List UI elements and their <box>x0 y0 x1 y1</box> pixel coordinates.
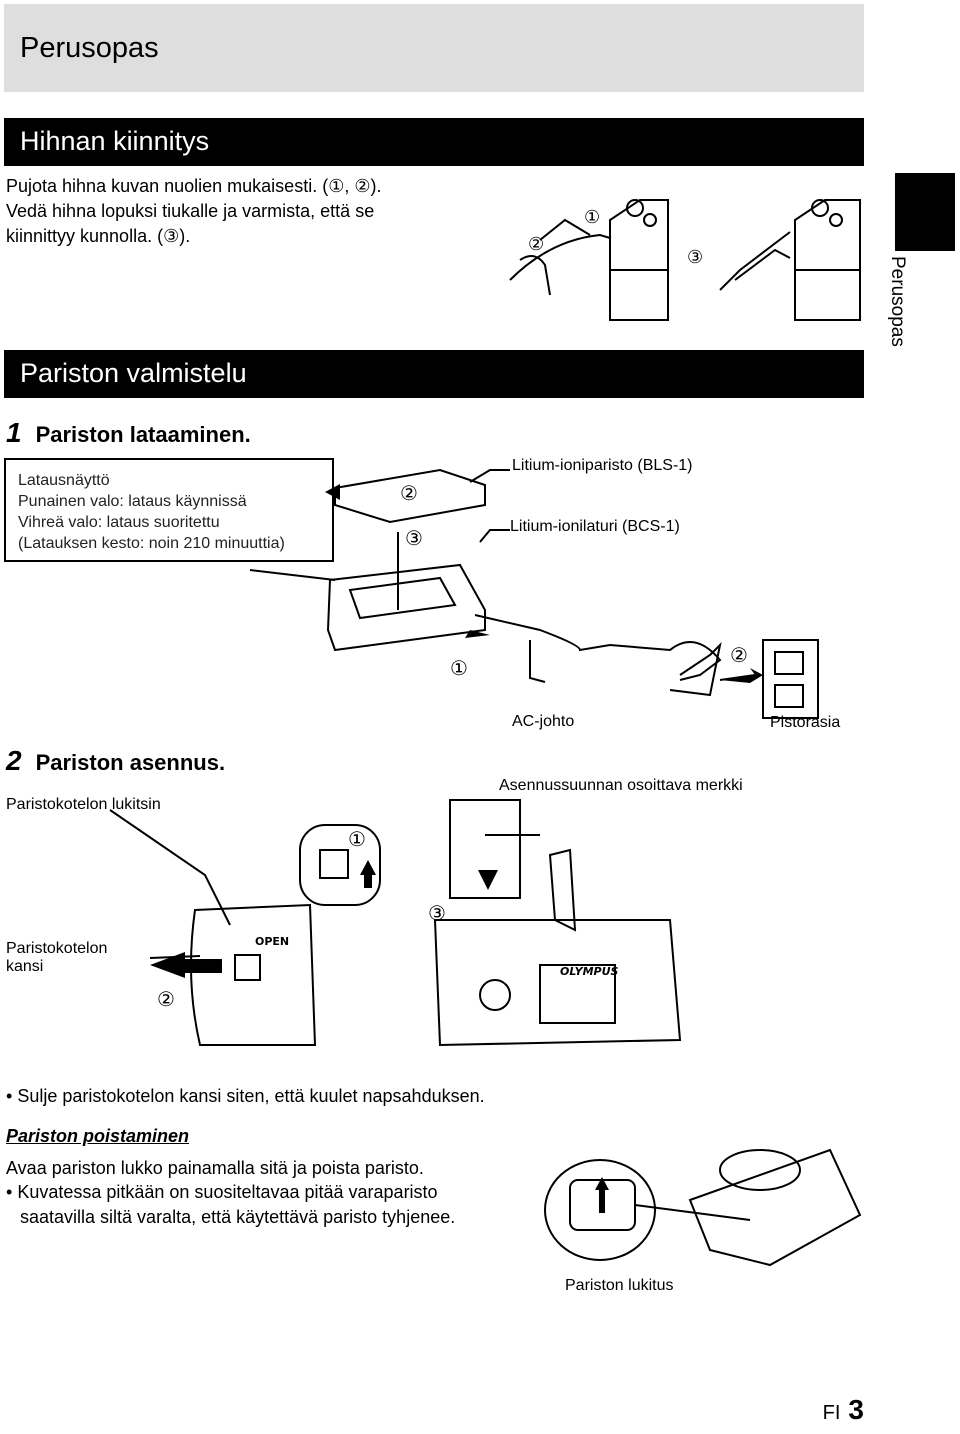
strap-instructions: Pujota hihna kuvan nuolien mukaisesti. (①, ②). Vedä hihna lopuksi tiukalle ja varmista, että se kiinnittyy kunnolla. (③). <box>6 176 382 246</box>
section-title-battery: Pariston valmistelu <box>20 358 247 388</box>
direction-mark-label: Asennussuunnan osoittava merkki <box>499 777 743 794</box>
battery-lock-caption: Pariston lukitus <box>565 1277 674 1294</box>
step-1-heading: 1 Pariston lataaminen. <box>6 417 251 448</box>
strap-marker-1: ① <box>584 207 601 228</box>
section-header-strap <box>4 118 864 166</box>
cord-marker-1: ① <box>450 656 468 680</box>
install-marker-2: ② <box>157 987 175 1011</box>
install-marker-3: ③ <box>428 901 446 925</box>
removal-heading: Pariston poistaminen <box>6 1126 190 1146</box>
page-title: Perusopas <box>20 32 159 64</box>
charge-indicator-box: Latausnäyttö Punainen valo: lataus käynnissä Vihreä valo: lataus suoritettu (Latauksen kesto: noin 210 minuuttia) <box>4 458 334 562</box>
battery-label: Litium-ioniparisto (BLS-1) <box>512 457 693 474</box>
battery-lock-illustration <box>540 1135 870 1275</box>
charger-illustration <box>240 470 840 720</box>
install-marker-1: ① <box>348 827 366 851</box>
page-header <box>4 4 864 92</box>
language-code: FI <box>822 1402 841 1424</box>
page-footer <box>823 1394 864 1426</box>
outlet-label: Pistorasia <box>770 714 841 731</box>
removal-tip-1: • Kuvatessa pitkään on suositeltavaa pitää varaparisto <box>6 1182 438 1202</box>
battery-lock-label: Paristokotelon lukitsin <box>6 796 161 813</box>
close-cover-note: • Sulje paristokotelon kansi siten, että kuulet napsahduksen. <box>6 1086 485 1106</box>
side-tab-marker <box>895 173 955 251</box>
page-number: 3 <box>848 1394 864 1425</box>
charger-label: Litium-ionilaturi (BCS-1) <box>510 518 680 535</box>
section-header-battery <box>4 350 864 398</box>
open-label: OPEN <box>255 935 290 948</box>
side-tab-label: Perusopas <box>887 256 908 347</box>
removal-tip-2: saatavilla siltä varalta, että käytettävä paristo tyhjenee. <box>20 1207 456 1227</box>
strap-illustration <box>490 180 870 330</box>
outlet-marker-2: ② <box>730 643 748 667</box>
ac-cord-label: AC-johto <box>512 713 575 730</box>
strap-marker-2: ② <box>528 234 545 255</box>
battery-marker-3: ③ <box>405 526 423 550</box>
step-2-heading: 2 Pariston asennus. <box>6 745 226 776</box>
brand-label: OLYMPUS <box>560 965 619 978</box>
battery-cover-label: Paristokotelon kansi <box>6 940 108 975</box>
section-title-strap: Hihnan kiinnitys <box>20 126 210 156</box>
battery-marker-2: ② <box>400 481 418 505</box>
strap-marker-3: ③ <box>687 247 704 268</box>
removal-instruction: Avaa pariston lukko painamalla sitä ja poista paristo. <box>6 1158 424 1178</box>
battery-install-illustration <box>110 780 800 1070</box>
